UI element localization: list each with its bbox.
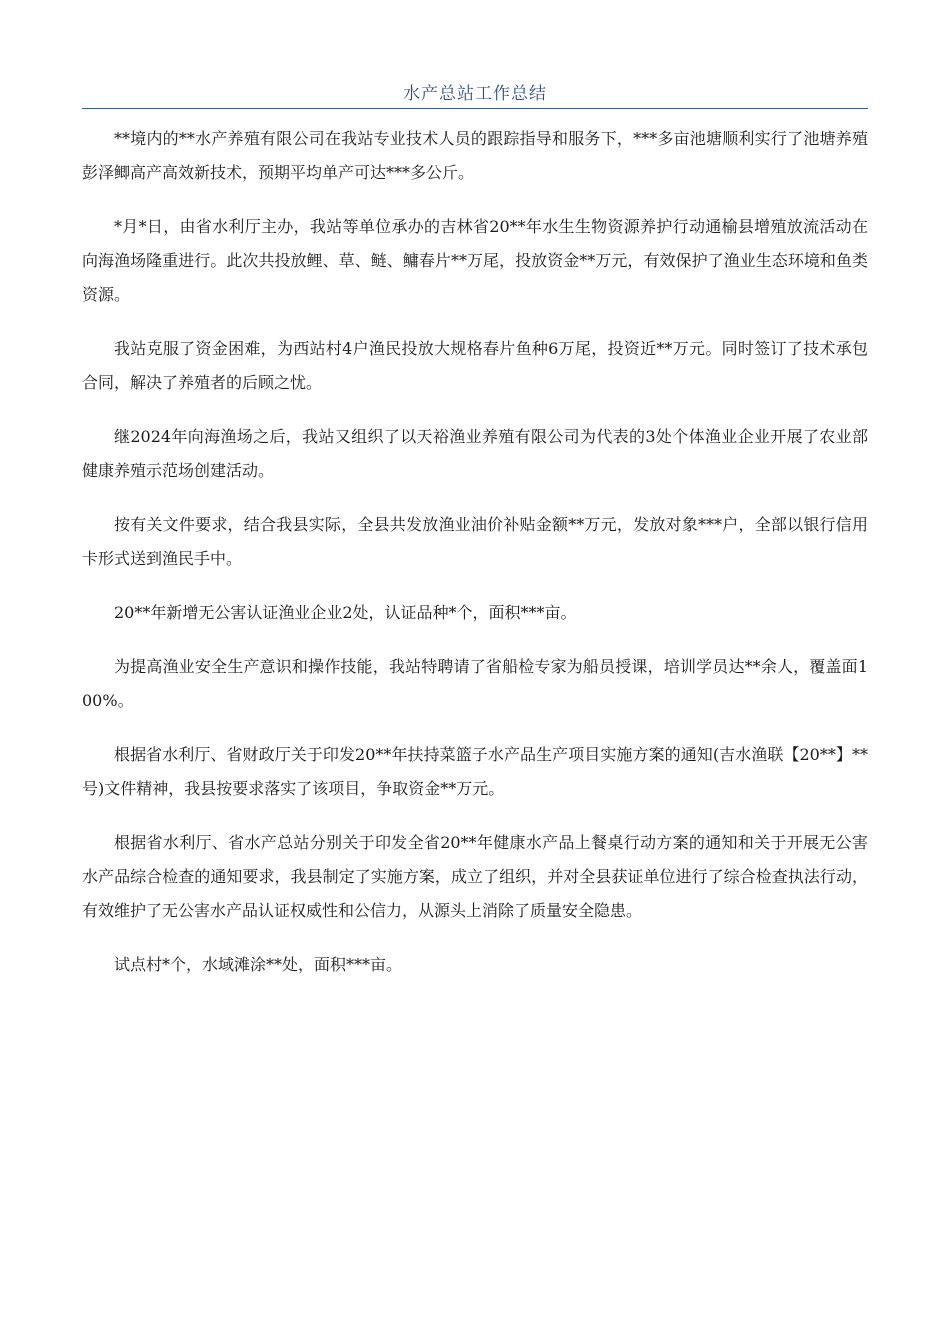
header-title: 水产总站工作总结: [403, 84, 547, 104]
paragraph: 试点村*个，水域滩涂**处，面积***亩。: [114, 955, 403, 974]
paragraph: 我站克服了资金困难，为西站村4户渔民投放大规格春片鱼种6万尾，投资近**万元。同时签订了技术承包合同，解决了养殖者的后顾之忧。: [82, 339, 868, 392]
paragraph: 继2024年向海渔场之后，我站又组织了以天裕渔业养殖有限公司为代表的3处个体渔业企业开展了农业部健康养殖示范场创建活动。: [82, 427, 868, 480]
paragraph: *月*日，由省水利厅主办，我站等单位承办的吉林省20**年水生生物资源养护行动通榆县增殖放流活动在向海渔场隆重进行。此次共投放鲤、草、鲢、鳙春片**万尾，投放资金**万元，有效保护了渔业生态环境和鱼类资源。: [82, 217, 868, 304]
paragraph: 根据省水利厅、省水产总站分别关于印发全省20**年健康水产品上餐桌行动方案的通知和关于开展无公害水产品综合检查的通知要求，我县制定了实施方案，成立了组织，并对全县获证单位进行了综合检查执法行动，有效维护了无公害水产品认证权威性和公信力，从源头上消除了质量安全隐患。: [82, 833, 868, 920]
paragraph: 20**年新增无公害认证渔业企业2处，认证品种*个，面积***亩。: [114, 603, 577, 622]
paragraph: **境内的**水产养殖有限公司在我站专业技术人员的跟踪指导和服务下，***多亩池塘顺利实行了池塘养殖彭泽鲫高产高效新技术，预期平均单产可达***多公斤。: [82, 129, 868, 182]
document-body: [82, 122, 868, 1002]
paragraph: 根据省水利厅、省财政厅关于印发20**年扶持菜篮子水产品生产项目实施方案的通知(吉水渔联【20**】**号)文件精神，我县按要求落实了该项目，争取资金**万元。: [82, 745, 868, 798]
page-header: [82, 82, 868, 109]
paragraph: 为提高渔业安全生产意识和操作技能，我站特聘请了省船检专家为船员授课，培训学员达**余人，覆盖面100%。: [82, 657, 868, 710]
paragraph: 按有关文件要求，结合我县实际，全县共发放渔业油价补贴金额**万元，发放对象***户，全部以银行信用卡形式送到渔民手中。: [82, 515, 868, 568]
